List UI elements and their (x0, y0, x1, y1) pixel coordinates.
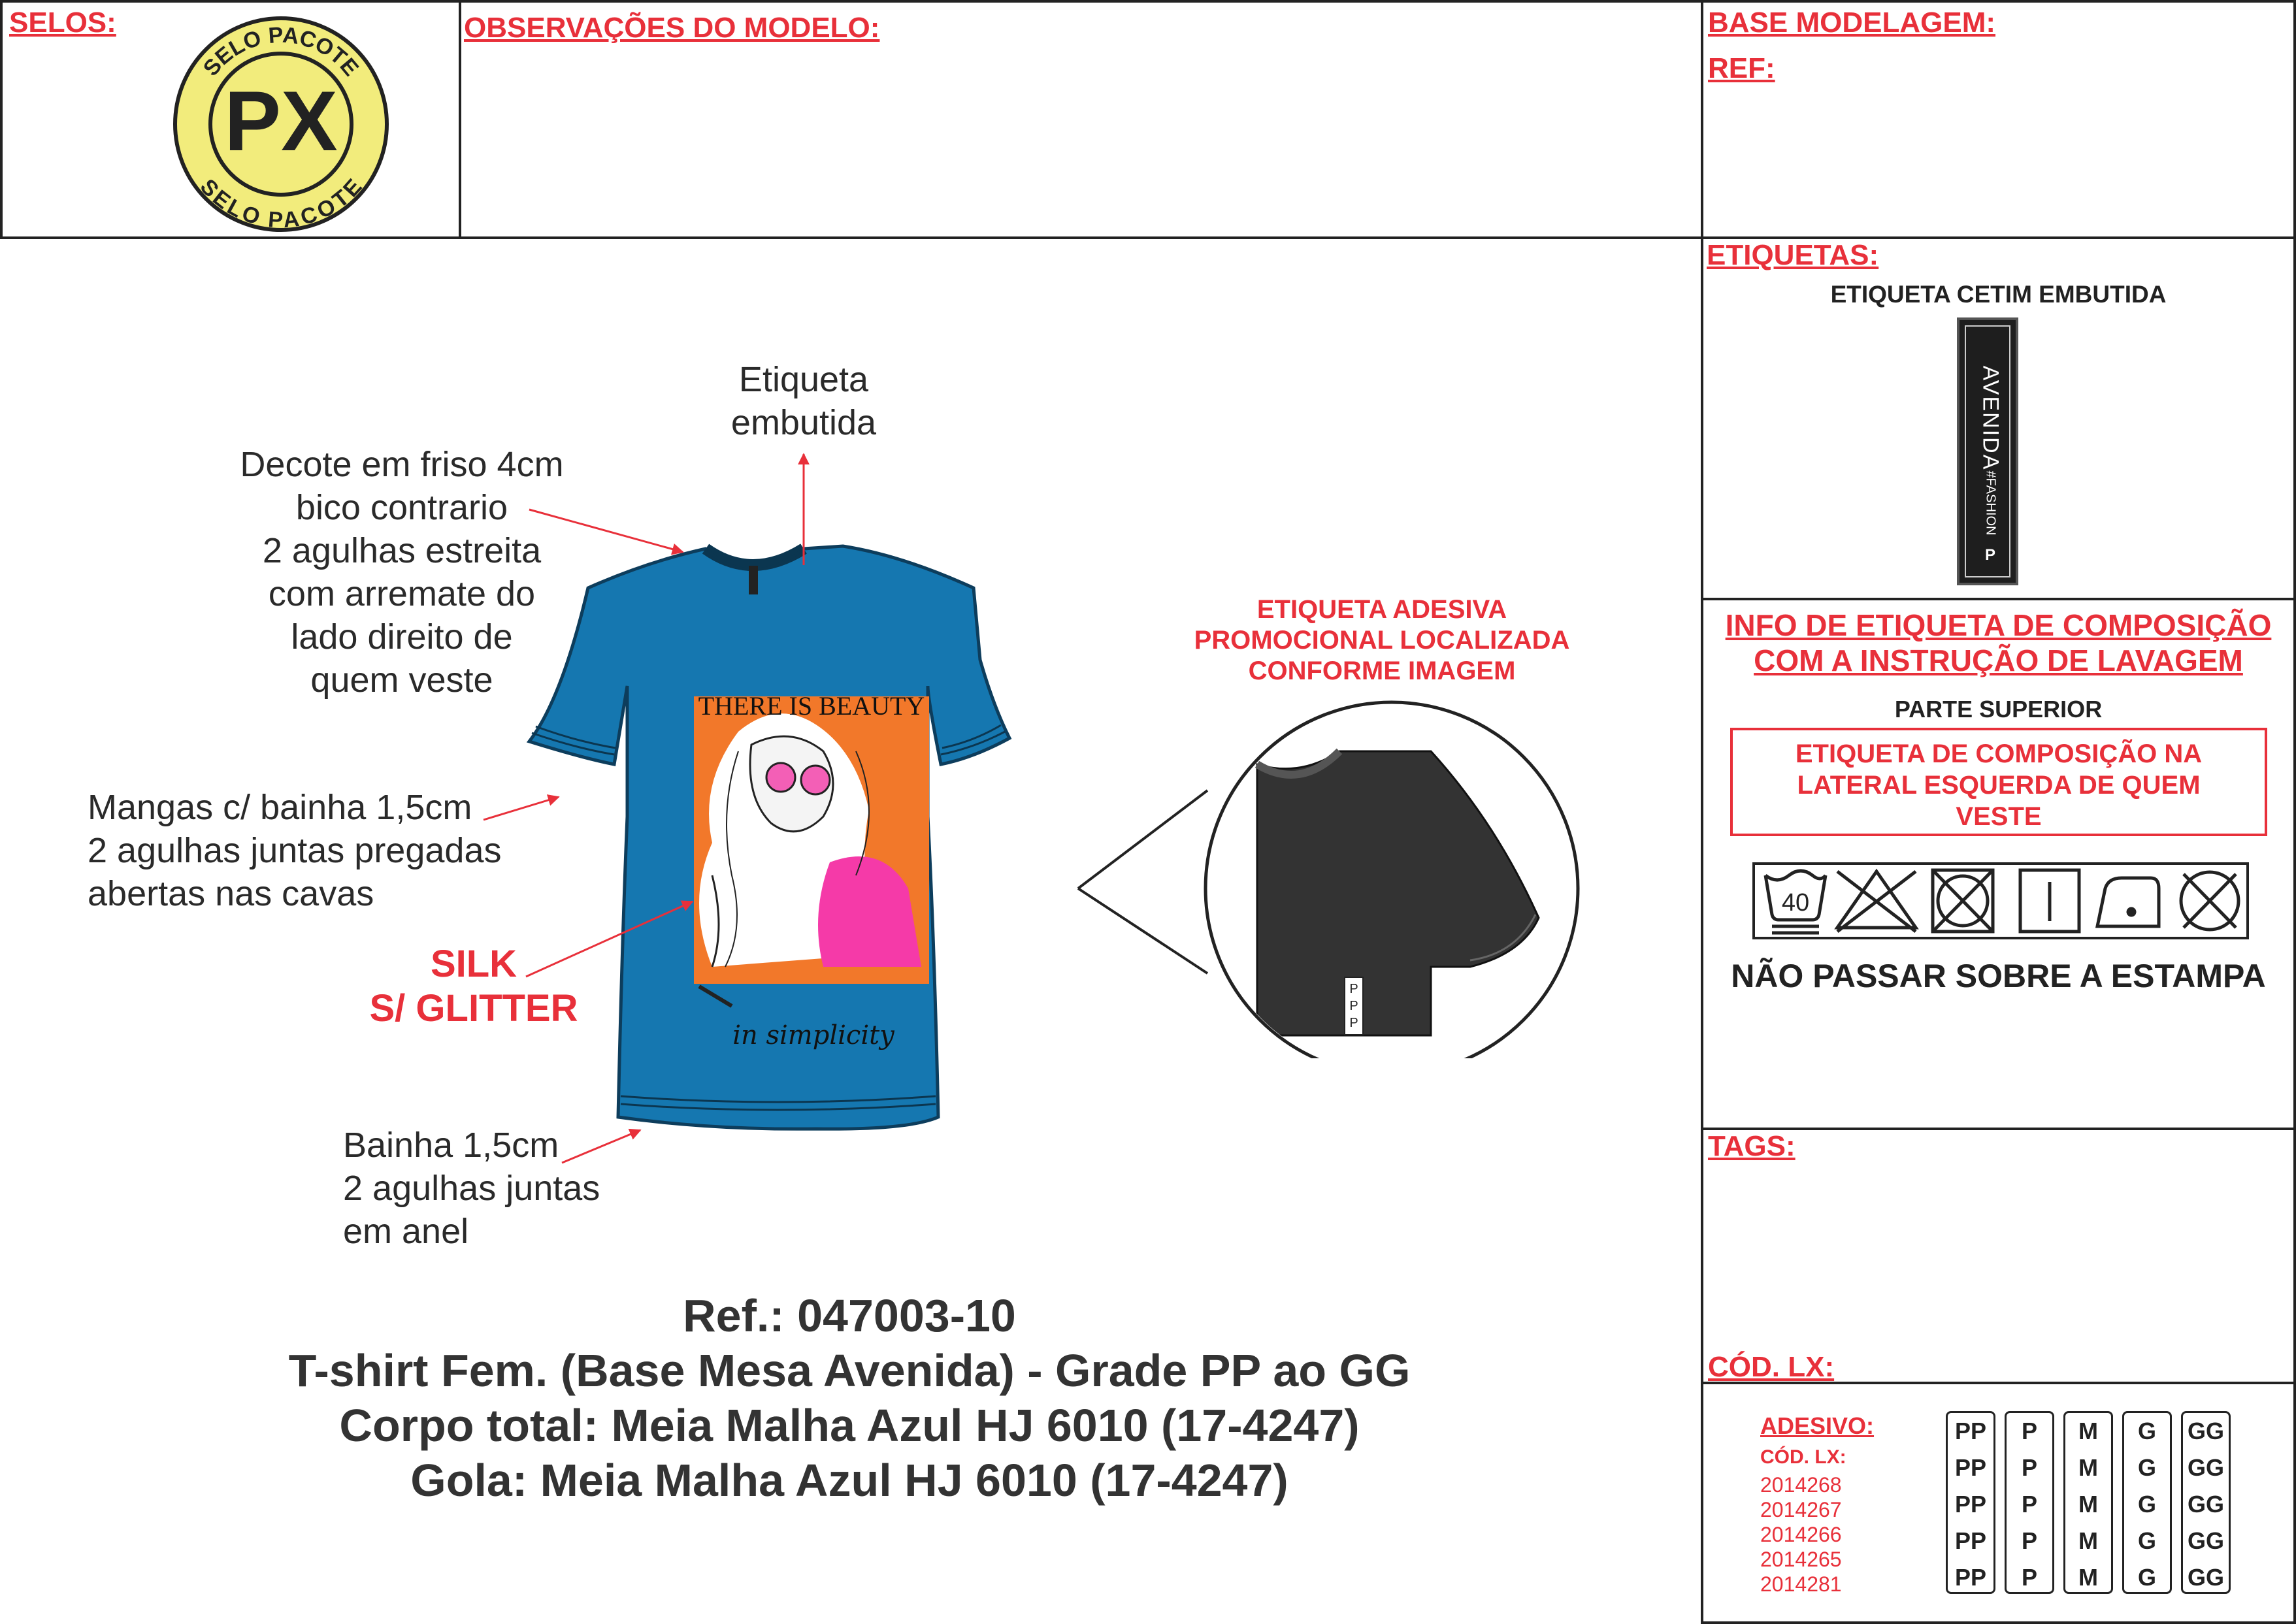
no-bleach-icon (1837, 871, 1916, 932)
base-modelagem-label: BASE MODELAGEM: (1708, 7, 1995, 39)
cod-lx-label: CÓD. LX: (1708, 1351, 1835, 1383)
size-cell: GG (2187, 1564, 2224, 1591)
size-cell: M (2078, 1454, 2098, 1481)
seal-center-text: PX (224, 73, 338, 169)
size-strip-gg (2181, 1411, 2231, 1594)
size-cell: P (2021, 1454, 2037, 1481)
note-line: embutida (730, 403, 877, 442)
size-cell: PP (1954, 1564, 1987, 1591)
note-line: SILK (430, 943, 517, 985)
sticker-size: P (1349, 999, 1358, 1013)
observacoes-label: OBSERVAÇÕES DO MODELO: (464, 12, 880, 44)
note-line: quem veste (310, 660, 493, 700)
size-strip-m (2063, 1411, 2113, 1594)
note-line: Etiqueta (738, 360, 869, 399)
note-line: em anel (343, 1212, 469, 1251)
adesivo-code: 2014267 (1760, 1498, 1842, 1521)
size-strip-pp (1946, 1411, 1995, 1594)
size-cell: M (2078, 1564, 2098, 1591)
size-cell: M (2078, 1527, 2098, 1554)
divider-etiquetas (1701, 598, 2296, 600)
composicao-title-1: INFO DE ETIQUETA DE COMPOSIÇÃO (1725, 608, 2272, 642)
footer-description: T-shirt Fem. (Base Mesa Avenida) - Grade PP ao GG (288, 1345, 1411, 1396)
note-line: 2 agulhas juntas pregadas (88, 831, 502, 870)
ref-label: REF: (1708, 52, 1775, 84)
size-cell: PP (1954, 1418, 1987, 1444)
seal-bottom-text: SELO PACOTE (195, 174, 367, 233)
adesivo-code: 2014281 (1760, 1572, 1842, 1596)
size-cell: P (2021, 1418, 2037, 1444)
composicao-box-line1: ETIQUETA DE COMPOSIÇÃO NA (1795, 739, 2203, 768)
size-cell: GG (2187, 1418, 2224, 1444)
brand-label (1957, 317, 2018, 585)
size-cell: G (2137, 1491, 2156, 1518)
sticker-size: P (1349, 1016, 1358, 1030)
etiquetas-label: ETIQUETAS: (1707, 239, 1879, 271)
brand-label-size: P (1984, 546, 1996, 564)
note-line: com arremate do (268, 574, 536, 613)
selos-label: SELOS: (9, 7, 116, 39)
adesivo-cod-label: CÓD. LX: (1760, 1446, 1846, 1468)
size-cell: M (2078, 1491, 2098, 1518)
brand-label-tag: #FASHION (1983, 470, 1998, 536)
note-bainha (343, 1124, 600, 1253)
size-cell: P (2021, 1564, 2037, 1591)
size-strip-g (2122, 1411, 2172, 1594)
size-cell: PP (1954, 1454, 1987, 1481)
note-line: 2 agulhas juntas (343, 1169, 600, 1208)
size-cell: G (2137, 1418, 2156, 1444)
adesivo-code: 2014266 (1760, 1523, 1842, 1546)
adesivo-label: ADESIVO: (1760, 1412, 1875, 1439)
size-cell: PP (1954, 1527, 1987, 1554)
composicao-title-2: COM A INSTRUÇÃO DE LAVAGEM (1754, 643, 2243, 677)
note-line: Decote em friso 4cm (240, 445, 564, 484)
note-line: S/ GLITTER (369, 987, 578, 1030)
size-cell: M (2078, 1418, 2098, 1444)
size-cell: PP (1954, 1491, 1987, 1518)
print-top-text: THERE IS BEAUTY (698, 691, 925, 721)
footer-gola: Gola: Meia Malha Azul HJ 6010 (17-4247) (410, 1455, 1288, 1506)
note-line: CONFORME IMAGEM (1248, 657, 1516, 685)
note-line: abertas nas cavas (88, 874, 374, 913)
footer-ref: Ref.: 047003-10 (683, 1290, 1016, 1341)
no-tumble-dry-icon (1933, 870, 1993, 932)
composicao-box-line3: VESTE (1956, 802, 2042, 831)
line-dry-icon (2020, 870, 2079, 932)
brand-label-text: AVENIDA (1978, 365, 2003, 471)
note-line: Bainha 1,5cm (343, 1126, 559, 1165)
size-cell: GG (2187, 1527, 2224, 1554)
adesivo-code: 2014268 (1760, 1473, 1842, 1497)
size-cell: GG (2187, 1491, 2224, 1518)
size-strip-p (2005, 1411, 2054, 1594)
sticker-size: P (1349, 982, 1358, 996)
note-line: bico contrario (295, 488, 508, 527)
note-line: Mangas c/ bainha 1,5cm (88, 788, 472, 827)
etiqueta-cetim-subtitle: ETIQUETA CETIM EMBUTIDA (1830, 281, 2167, 308)
footer-corpo: Corpo total: Meia Malha Azul HJ 6010 (17-4247) (339, 1400, 1360, 1451)
composicao-box-line2: LATERAL ESQUERDA DE QUEM (1797, 771, 2201, 800)
note-adesiva (1156, 594, 1607, 687)
size-cell: P (2021, 1491, 2037, 1518)
nao-passar-warning: NÃO PASSAR SOBRE A ESTAMPA (1731, 958, 2266, 994)
note-line: lado direito de (291, 617, 513, 657)
size-cell: GG (2187, 1454, 2224, 1481)
print-bottom-text: in simplicity (732, 1020, 894, 1050)
wash-temp: 40 (1781, 889, 1810, 917)
size-cell: P (2021, 1527, 2037, 1554)
size-cell: G (2137, 1527, 2156, 1554)
note-line: 2 agulhas estreita (262, 531, 542, 570)
seal-top-text: SELO PACOTE (198, 22, 364, 81)
adesivo-code: 2014265 (1760, 1548, 1842, 1571)
adesivo-codes (1760, 1472, 1842, 1597)
note-line: ETIQUETA ADESIVA (1256, 595, 1507, 624)
size-cell: G (2137, 1564, 2156, 1591)
note-decote (209, 443, 595, 702)
size-cell: G (2137, 1454, 2156, 1481)
note-silk (353, 942, 595, 1031)
note-mangas (88, 786, 501, 915)
composicao-box (1730, 728, 2267, 836)
note-etiqueta (693, 358, 915, 444)
iron-low-icon (2097, 878, 2159, 926)
tags-label: TAGS: (1708, 1130, 1796, 1162)
note-line: PROMOCIONAL LOCALIZADA (1194, 626, 1570, 655)
no-dry-clean-icon (2181, 872, 2239, 930)
parte-superior: PARTE SUPERIOR (1894, 696, 2103, 723)
